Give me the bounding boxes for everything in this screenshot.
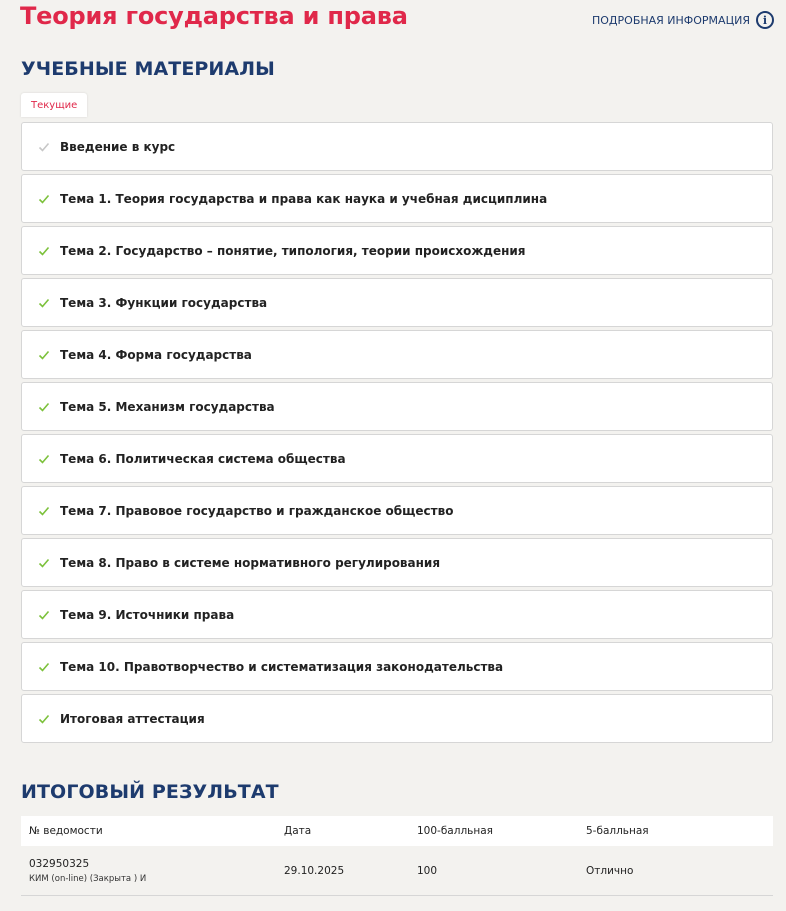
- check-icon: [38, 505, 50, 517]
- check-icon: [38, 349, 50, 361]
- tab-current[interactable]: Текущие: [21, 93, 87, 117]
- material-item[interactable]: [21, 330, 773, 379]
- col-header-sheet: № ведомости: [29, 825, 103, 837]
- cell-score100: 100: [417, 864, 438, 877]
- material-label: Тема 7. Правовое государство и гражданское общество: [60, 503, 454, 518]
- material-label: Итоговая аттестация: [60, 711, 205, 726]
- material-item[interactable]: [21, 434, 773, 483]
- material-label: Введение в курс: [60, 139, 176, 154]
- cell-sheet: [21, 858, 276, 884]
- material-label: Тема 9. Источники права: [60, 607, 235, 622]
- details-link-label: ПОДРОБНАЯ ИНФОРМАЦИЯ: [592, 13, 750, 27]
- result-table: [21, 816, 773, 896]
- material-item[interactable]: [21, 174, 773, 223]
- result-heading: ИТОГОВЫЙ РЕЗУЛЬТАТ: [21, 781, 279, 803]
- info-icon[interactable]: i: [756, 11, 774, 29]
- material-item[interactable]: [21, 382, 773, 431]
- details-link[interactable]: [592, 11, 774, 29]
- col-header-score100: 100-балльная: [417, 825, 493, 837]
- material-item[interactable]: [21, 278, 773, 327]
- check-icon: [38, 557, 50, 569]
- material-label: Тема 10. Правотворчество и систематизация законодательства: [60, 659, 504, 674]
- cell-date: 29.10.2025: [284, 864, 345, 877]
- material-label: Тема 1. Теория государства и права как наука и учебная дисциплина: [60, 191, 548, 206]
- material-label: Тема 6. Политическая система общества: [60, 451, 346, 466]
- material-label: Тема 4. Форма государства: [60, 347, 252, 362]
- col-header-score5: 5-балльная: [586, 825, 649, 837]
- check-icon: [38, 609, 50, 621]
- check-icon: [38, 193, 50, 205]
- materials-heading: УЧЕБНЫЕ МАТЕРИАЛЫ: [21, 58, 275, 80]
- sheet-subtitle: КИМ (on-line) (Закрыта ) И: [29, 873, 147, 884]
- check-icon: [38, 297, 50, 309]
- material-label: Тема 5. Механизм государства: [60, 399, 275, 414]
- check-icon: [38, 661, 50, 673]
- material-item[interactable]: [21, 226, 773, 275]
- table-row: [21, 846, 773, 896]
- check-icon: [38, 713, 50, 725]
- check-icon: [38, 141, 50, 153]
- check-icon: [38, 401, 50, 413]
- col-header-date: Дата: [284, 825, 312, 837]
- materials-list: [21, 122, 773, 746]
- cell-score5: Отлично: [586, 864, 634, 877]
- material-item[interactable]: [21, 486, 773, 535]
- material-label: Тема 8. Право в системе нормативного регулирования: [60, 555, 441, 570]
- table-header: [21, 816, 773, 846]
- material-item[interactable]: [21, 122, 773, 171]
- material-item[interactable]: [21, 538, 773, 587]
- page-title: Теория государства и права: [20, 2, 408, 30]
- check-icon: [38, 453, 50, 465]
- material-label: Тема 2. Государство – понятие, типология, теории происхождения: [60, 243, 526, 258]
- check-icon: [38, 245, 50, 257]
- material-label: Тема 3. Функции государства: [60, 295, 268, 310]
- material-item[interactable]: [21, 590, 773, 639]
- material-item[interactable]: [21, 642, 773, 691]
- material-item[interactable]: [21, 694, 773, 743]
- sheet-number: 032950325: [29, 857, 90, 870]
